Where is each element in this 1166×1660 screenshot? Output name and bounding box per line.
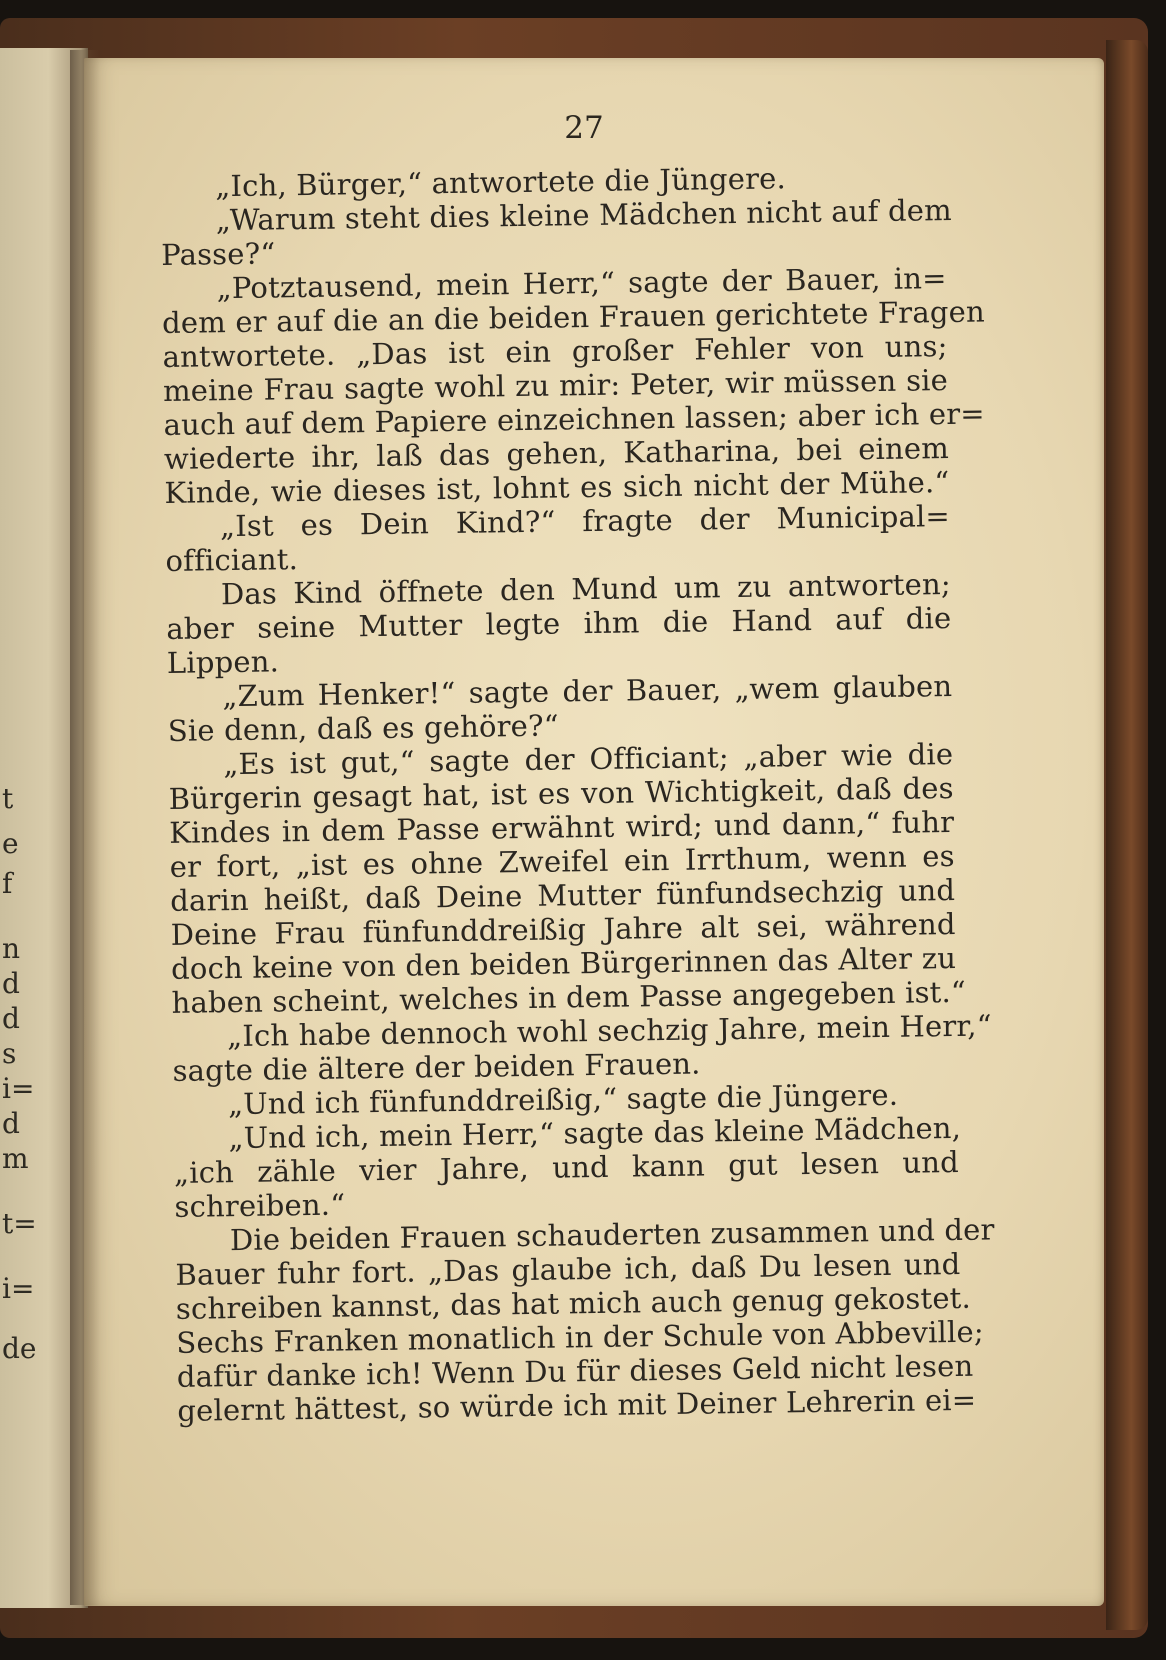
text-line: schreiben.“ (174, 1187, 346, 1224)
text-line: antwortete. „Das ist ein großer Fehler von uns; (162, 329, 948, 374)
text-line: „Potztausend, mein Herr,“ sagte der Bauer, in= (216, 261, 947, 306)
text-line: haben scheint, welches in dem Passe angegeben ist.“ (171, 974, 967, 1020)
text-line: Lippen. (166, 644, 280, 680)
text-line: gelernt hättest, so würde ich mit Deiner Lehrerin ei= (177, 1382, 977, 1428)
page-gutter (70, 50, 100, 1605)
text-line: aber seine Mutter legte ihm die Hand auf die (166, 600, 952, 646)
text-line: „Und ich, mein Herr,“ sagte das kleine Mädchen, (228, 1110, 962, 1156)
text-line: er fort, „ist es ohne Zweifel ein Irrthum, wenn es (169, 838, 955, 884)
left-page-fragment: i= (2, 1072, 35, 1105)
left-page-fragment: d (2, 1002, 20, 1035)
text-line: Sie denn, daß es gehöre?“ (167, 708, 560, 748)
text-line: „Zum Henker!“ sagte der Bauer, „wem glauben (222, 668, 953, 714)
left-page-fragment: t= (2, 1207, 37, 1240)
text-line: Kindes in dem Passe erwähnt wird; und dann,“ fuhr (169, 804, 955, 850)
page-text (160, 159, 995, 1428)
page-number: 27 (564, 110, 604, 146)
left-page-fragment: s (2, 1037, 17, 1070)
text-line: auch auf dem Papiere einzeichnen lassen; aber ich er= (163, 396, 986, 442)
left-page-fragment: f (2, 867, 13, 900)
left-page-fragment: d (2, 967, 20, 1000)
text-line: wiederte ihr, laß das gehen, Katharina, bei einem (163, 431, 950, 476)
text-line: „Ich, Bürger,“ antwortete die Jüngere. (214, 161, 787, 204)
text-line: Die beiden Frauen schauderten zusammen und der (229, 1212, 995, 1258)
text-line: officiant. (165, 542, 299, 578)
left-page-fragment: d (2, 1107, 20, 1140)
text-line: „ich zähle vier Jahre, und kann gut lesen und (173, 1144, 960, 1190)
left-page-fragment: m (2, 1142, 29, 1175)
text-line: Bürgerin gesagt hat, ist es von Wichtigkeit, daß des (168, 770, 954, 816)
text-line: „Ich habe dennoch wohl sechzig Jahre, mein Herr,“ (226, 1008, 992, 1054)
text-line: schreiben kannst, das hat mich auch genug gekostet. (175, 1280, 972, 1326)
text-line: Bauer fuhr fort. „Das glaube ich, daß Du lesen und (175, 1246, 961, 1292)
text-line: Deine Frau fünfunddreißig Jahre alt sei, während (170, 906, 956, 952)
book-cover-edge (1106, 40, 1148, 1630)
left-page-fragment: t (2, 782, 14, 815)
text-line: Passe?“ (160, 236, 276, 272)
text-line: dem er auf die an die beiden Frauen gerichtete Fragen (161, 294, 986, 340)
left-page-fragment: e (2, 827, 19, 860)
text-line: „Und ich fünfunddreißig,“ sagte die Jüngere. (227, 1077, 899, 1122)
text-line: doch keine von den beiden Bürgerinnen das Alter zu (170, 940, 957, 986)
text-line: „Warum steht dies kleine Mädchen nicht auf dem (215, 192, 953, 238)
text-line: darin heißt, daß Deine Mutter fünfundsechzig und (169, 872, 956, 918)
text-line: meine Frau sagte wohl zu mir: Peter, wir müssen sie (162, 363, 949, 408)
text-line: dafür danke ich! Wenn Du für dieses Geld nicht lesen (176, 1348, 974, 1394)
text-line: Kinde, wie dieses ist, lohnt es sich nicht der Mühe.“ (164, 465, 950, 510)
text-line: sagte die ältere der beiden Frauen. (172, 1046, 701, 1088)
left-page-fragment: i= (2, 1272, 35, 1305)
text-line: „Ist es Dein Kind?“ fragte der Municipal= (219, 499, 951, 544)
text-line: Das Kind öffnete den Mund um zu antworten; (220, 566, 952, 612)
left-page-fragment: de (2, 1332, 37, 1365)
text-line: „Es ist gut,“ sagte der Officiant; „aber wie die (223, 736, 954, 782)
left-page-fragment: n (2, 932, 21, 965)
text-line: Sechs Franken monatlich in der Schule von Abbeville; (176, 1314, 985, 1360)
